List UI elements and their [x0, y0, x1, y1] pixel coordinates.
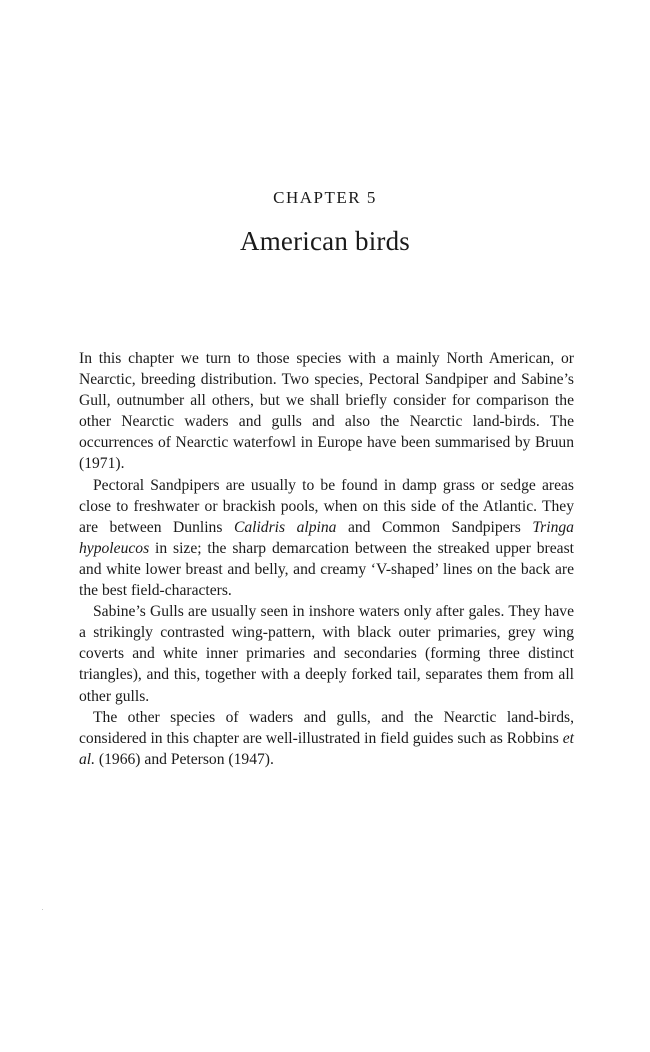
text-run: Sabine’s Gulls are usually seen in inshore waters only after gales. They have a strikingly contrasted wing-pattern, with black outer primaries, grey wing coverts and white inner primaries and secondaries (forming three distinct triangles), and this, together with a deeply forked tail, separates them from all other gulls. — [79, 603, 574, 705]
text-run: and Common Sandpipers — [336, 518, 533, 536]
paragraph — [79, 707, 574, 770]
chapter-number: CHAPTER 5 — [273, 188, 377, 207]
species-name: Calidris alpina — [233, 518, 337, 536]
citation-italic: et al. — [79, 729, 574, 768]
text-run: in size; the sharp demarcation between the streaked upper breast and white lower breast and belly, and creamy ‘V-shaped’ lines on the back are the best field-characters. — [79, 539, 574, 600]
page-speck — [42, 909, 43, 910]
text-run: The other species of waders and gulls, and the Nearctic land-birds, considered in this chapter are well-illustrated in field guides such as Robbins — [79, 708, 574, 747]
text-run: Pectoral Sandpipers are usually to be found in damp grass or sedge areas close to freshwater or brackish pools, when on this side of the Atlantic. They are between Dunlins — [79, 476, 574, 536]
text-run: (1966) and Peterson (1947). — [95, 750, 274, 768]
species-name: Tringa hypoleucos — [79, 518, 574, 557]
text-run: In this chapter we turn to those species with a mainly North American, or Nearctic, breeding distribution. Two species, Pectoral Sandpiper and Sabine’s Gull, outnumber all others, but we shall briefly consider for comparison the other Nearctic waders and gulls and also the Nearctic land-birds. The occurrences of Nearctic waterfowl in Europe have been summarised by Bruun (1971). — [79, 350, 574, 473]
paragraph — [79, 601, 574, 706]
paragraph — [79, 475, 574, 602]
paragraph — [79, 348, 574, 475]
chapter-title: American birds — [240, 226, 410, 256]
chapter-body — [79, 348, 574, 770]
